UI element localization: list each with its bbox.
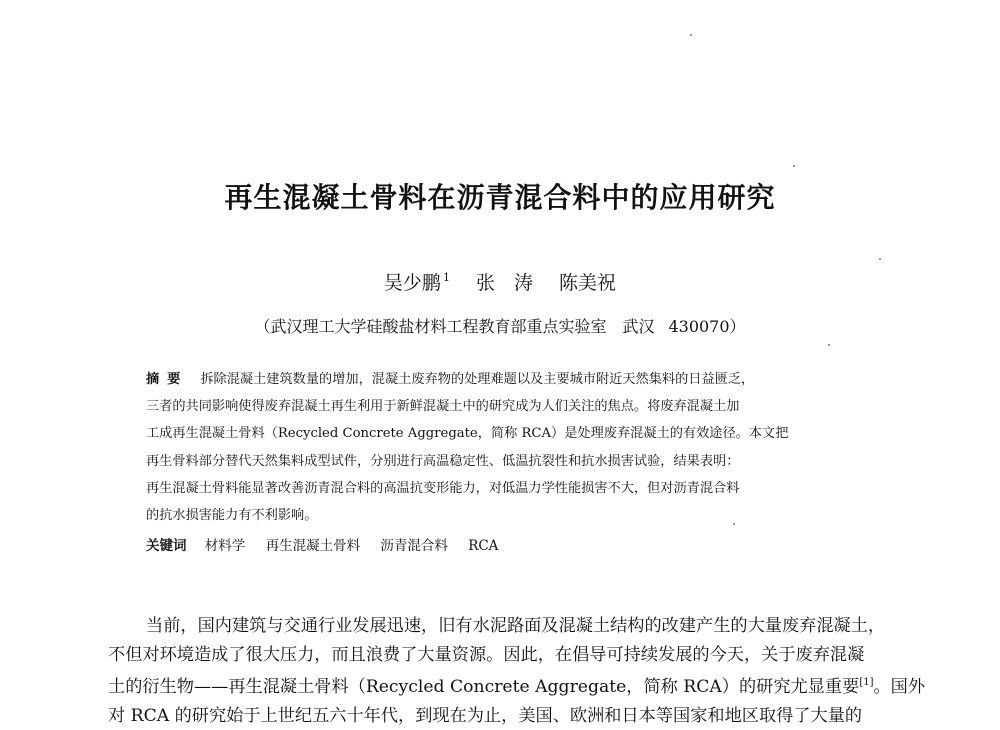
keyword: 沥青混合料 (380, 538, 448, 554)
body-line (108, 669, 888, 702)
scan-speck (879, 258, 881, 260)
abstract-line: 再生骨料部分替代天然集料成型试件，分别进行高温稳定性、低温抗裂性和抗水损害试验，结果表明： (146, 448, 856, 475)
keyword: RCA (468, 538, 498, 554)
scan-speck (828, 344, 830, 346)
keywords (146, 534, 514, 554)
abstract-line (146, 366, 856, 393)
keywords-label: 关键词 (146, 538, 187, 554)
keyword: 再生混凝土骨料 (266, 538, 361, 554)
author-2: 张 涛 (476, 272, 533, 294)
abstract-line: 工成再生混凝土骨料（Recycled Concrete Aggregate，简称 RCA）是处理废弃混凝土的有效途径。本文把 (146, 420, 856, 447)
body-paragraph (108, 612, 888, 730)
abstract-label: 摘要 (146, 372, 188, 387)
author-name: 吴少鹏 (384, 272, 441, 294)
scan-speck (690, 34, 692, 36)
body-line-text: 土的衍生物——再生混凝土骨料（Recycled Concrete Aggregate，简称 RCA）的研究尤显重要 (108, 677, 859, 697)
author-affiliation-mark: 1 (443, 271, 450, 284)
abstract-text: 拆除混凝土建筑数量的增加，混凝土废弃物的处理难题以及主要城市附近天然集料的日益匮乏， (200, 372, 754, 387)
abstract (146, 366, 856, 529)
author-list (0, 268, 1000, 295)
author-1 (384, 272, 450, 294)
body-line: 当前，国内建筑与交通行业发展迅速，旧有水泥路面及混凝土结构的改建产生的大量废弃混凝土， (108, 612, 888, 641)
author-3: 陈美祝 (559, 272, 616, 294)
abstract-line: 三者的共同影响使得废弃混凝土再生利用于新鲜混凝土中的研究成为人们关注的焦点。将废弃混凝土加 (146, 393, 856, 420)
author-affiliation (0, 314, 1000, 337)
scan-speck (733, 523, 735, 525)
citation-mark: [1] (859, 677, 873, 688)
paper-title: 再生混凝土骨料在沥青混合料中的应用研究 (0, 176, 1000, 216)
abstract-line: 再生混凝土骨料能显著改善沥青混合料的高温抗变形能力，对低温力学性能损害不大，但对沥青混合料 (146, 475, 856, 502)
affiliation-text: （武汉理工大学硅酸盐材料工程教育部重点实验室 武汉 (254, 317, 654, 336)
body-line: 不但对环境造成了很大压力，而且浪费了大量资源。因此，在倡导可持续发展的今天，关于废弃混凝 (108, 641, 888, 670)
affiliation-postcode: 430070） (668, 317, 745, 336)
keyword: 材料学 (205, 538, 246, 554)
abstract-line: 的抗水损害能力有不利影响。 (146, 502, 856, 529)
body-line: 对 RCA 的研究始于上世纪五六十年代，到现在为止，美国、欧洲和日本等国家和地区取得了大量的 (108, 702, 888, 730)
body-line-tail: 。国外 (873, 677, 925, 697)
scan-speck (793, 165, 795, 167)
